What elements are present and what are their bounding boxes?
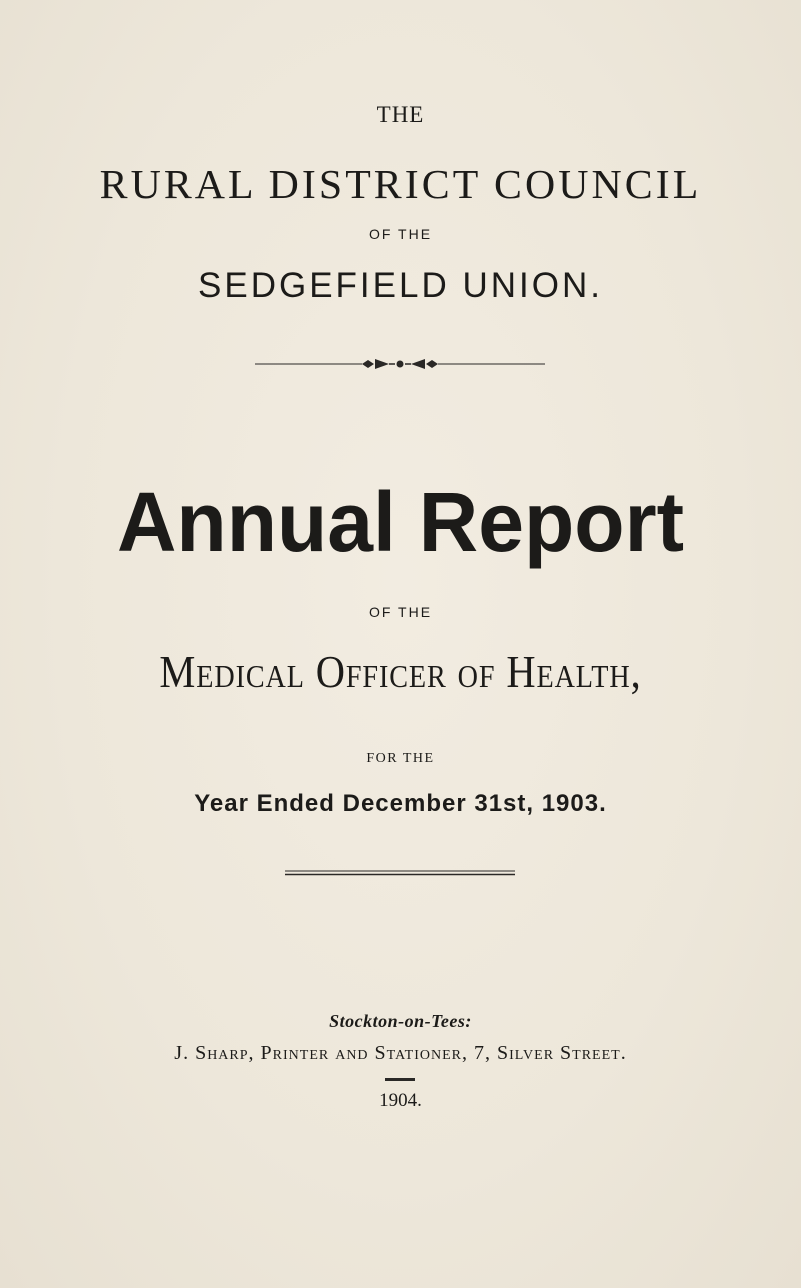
of-the-label-2: OF THE	[368, 604, 433, 620]
officer-title: Medical Officer of Health,	[159, 646, 642, 697]
for-the-label: FOR THE	[366, 751, 435, 766]
union-title: SEDGEFIELD UNION.	[198, 266, 603, 305]
double-rule-divider	[285, 869, 515, 877]
imprint-year: 1904.	[379, 1090, 422, 1111]
council-title: RURAL DISTRICT COUNCIL	[99, 161, 702, 207]
imprint-printer: J. Sharp, Printer and Stationer, 7, Silver Street.	[174, 1042, 627, 1064]
imprint-place: Stockton-on-Tees:	[329, 1011, 472, 1031]
heading-the: THE	[376, 102, 425, 127]
year-ended-line: Year Ended December 31st, 1903.	[194, 790, 607, 817]
short-rule	[385, 1078, 415, 1081]
ornament-divider-icon	[255, 357, 545, 371]
of-the-label-1: OF THE	[368, 226, 433, 242]
report-title: Annual Report	[116, 475, 685, 569]
